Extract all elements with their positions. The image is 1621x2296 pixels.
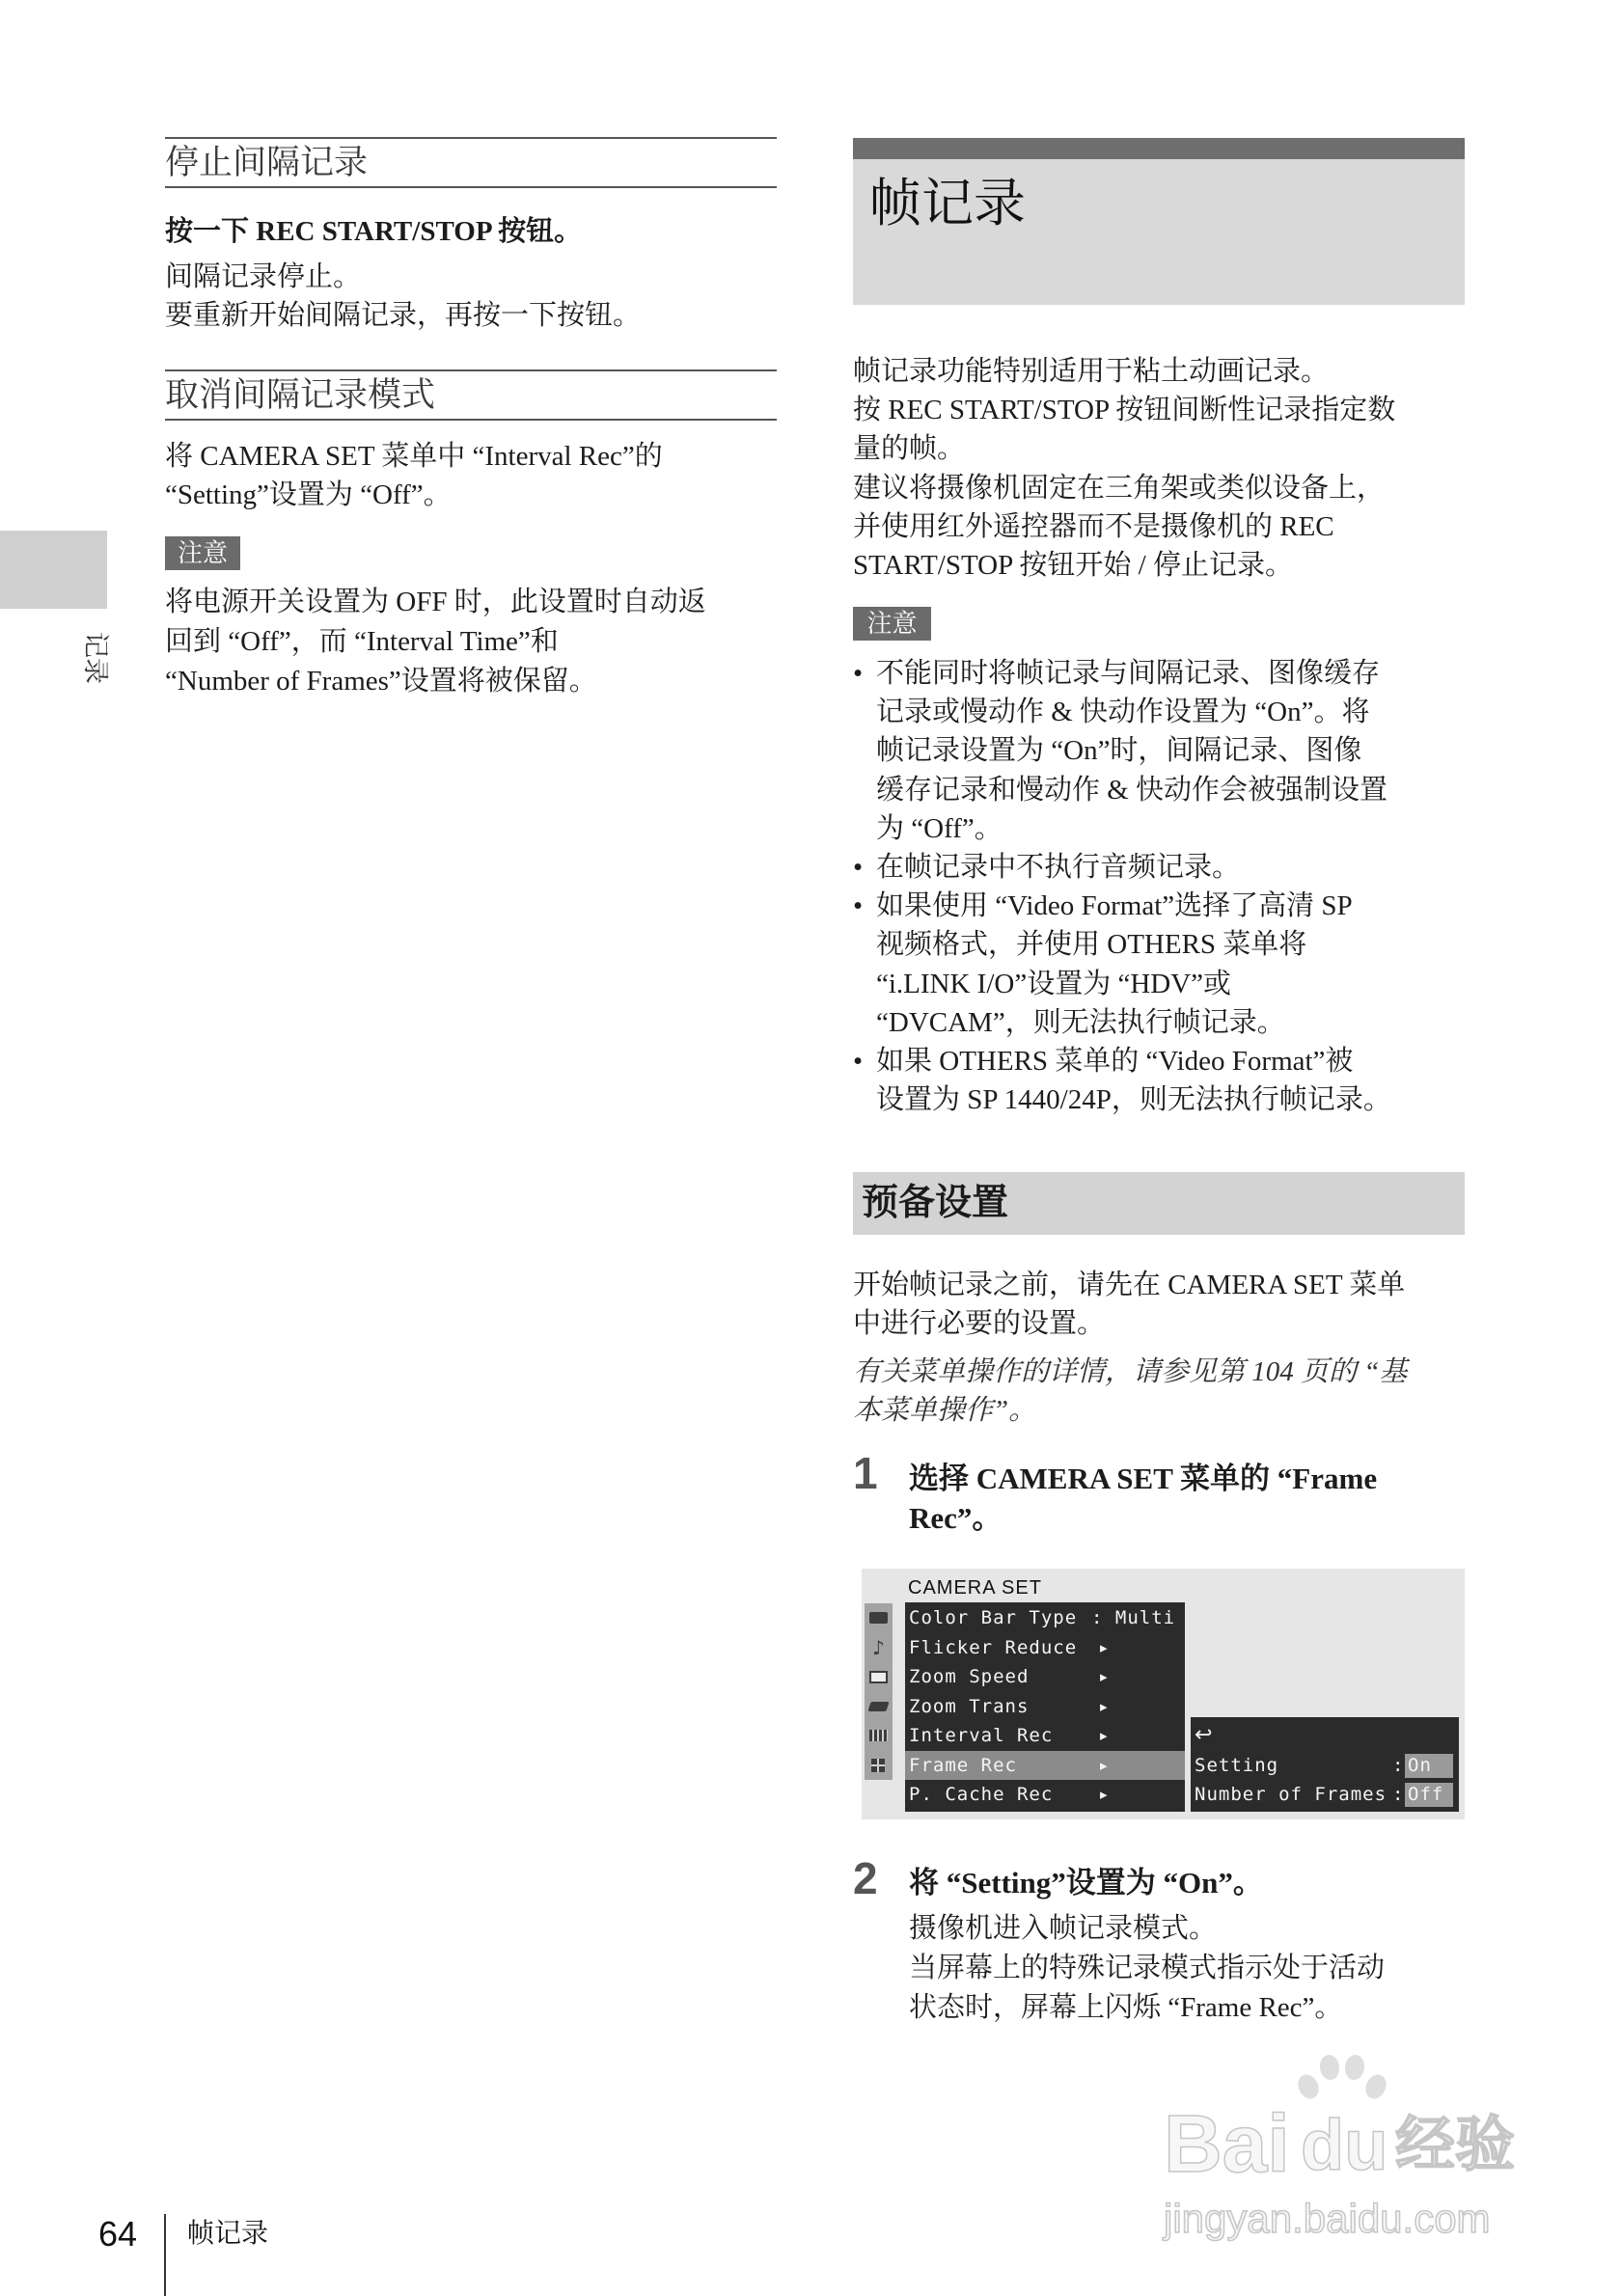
text-line: 为 “Off”。 bbox=[876, 812, 1003, 844]
footer-divider bbox=[164, 2214, 166, 2296]
text-line: 当屏幕上的特殊记录模式指示处于活动 bbox=[909, 1953, 1386, 1983]
note-item bbox=[876, 1042, 1391, 1119]
submenu-label: Setting bbox=[1195, 1754, 1279, 1776]
tape-icon bbox=[865, 1692, 893, 1722]
page-title: 帧记录 bbox=[869, 175, 1026, 232]
stop-instruction-block bbox=[165, 212, 582, 251]
step-number: 1 bbox=[853, 1448, 878, 1498]
notes-list bbox=[876, 654, 1391, 1119]
text-line: 量的帧。 bbox=[853, 433, 966, 465]
text-line: 本菜单操作”。 bbox=[853, 1395, 1037, 1426]
video-icon bbox=[865, 1662, 893, 1692]
text-line: 帧记录设置为 “On”时，间隔记录、图像 bbox=[876, 735, 1362, 767]
others-icon bbox=[865, 1751, 893, 1781]
submenu-arrow-icon: ▸ bbox=[1100, 1786, 1109, 1803]
text-line: “Number of Frames”设置将被保留。 bbox=[165, 666, 597, 697]
text-line: 设置为 SP 1440/24P，则无法执行帧记录。 bbox=[876, 1084, 1391, 1116]
submenu-row bbox=[1191, 1780, 1459, 1810]
menu-title: CAMERA SET bbox=[908, 1577, 1042, 1599]
text-line: 记录或慢动作 & 快动作设置为 “On”。将 bbox=[876, 697, 1370, 728]
note-label: 注意 bbox=[165, 536, 240, 570]
text-line: 要重新开始间隔记录，再按一下按钮。 bbox=[165, 300, 642, 331]
text-line: 状态时，屏幕上闪烁 “Frame Rec”。 bbox=[909, 1992, 1343, 2023]
text-line: 开始帧记录之前，请先在 CAMERA SET 菜单 bbox=[853, 1270, 1406, 1300]
text-line: 视频格式，并使用 OTHERS 菜单将 bbox=[876, 929, 1307, 961]
paw-toe bbox=[1318, 2054, 1340, 2082]
watermark-du: du bbox=[1301, 2105, 1388, 2185]
side-tab bbox=[0, 531, 107, 609]
text-line: 中进行必要的设置。 bbox=[853, 1308, 1106, 1339]
section-heading-preparation bbox=[853, 1172, 1465, 1235]
menu-item-value: : Multi bbox=[1091, 1607, 1176, 1628]
paw-toe bbox=[1343, 2054, 1365, 2082]
stop-instruction: 按一下 REC START/STOP 按钮。 bbox=[165, 216, 583, 247]
text-line: 并使用红外遥控器而不是摄像机的 REC bbox=[853, 510, 1334, 542]
submenu-arrow-icon: ▸ bbox=[1100, 1727, 1109, 1744]
text-line: “i.LINK I/O”设置为 “HDV”或 bbox=[876, 968, 1232, 999]
audio-icon bbox=[865, 1633, 893, 1663]
submenu-separator: : bbox=[1392, 1754, 1405, 1776]
submenu-value: Off bbox=[1405, 1783, 1453, 1807]
text-line: 回到 “Off”，而 “Interval Time”和 bbox=[165, 626, 559, 657]
submenu-panel bbox=[1191, 1717, 1459, 1812]
menu-item-label: Color Bar Type bbox=[909, 1607, 1078, 1628]
menu-item bbox=[905, 1780, 1185, 1810]
timecode-icon bbox=[865, 1721, 893, 1751]
section-heading-stop-interval: 停止间隔记录 bbox=[165, 137, 777, 188]
menu-panel bbox=[905, 1602, 1185, 1812]
text-line: “DVCAM”，则无法执行帧记录。 bbox=[876, 1006, 1285, 1038]
submenu-arrow-icon: ▸ bbox=[1100, 1697, 1109, 1715]
step-title bbox=[909, 1459, 1377, 1538]
stop-text-block bbox=[165, 258, 641, 335]
menu-item-label: Zoom Speed bbox=[909, 1666, 1030, 1687]
side-tab-label: 记录 bbox=[81, 632, 110, 684]
section-heading-cancel-interval: 取消间隔记录模式 bbox=[165, 369, 777, 421]
note-item bbox=[876, 654, 1391, 848]
note-label: 注意 bbox=[853, 607, 931, 641]
submenu-arrow-icon: ▸ bbox=[1100, 1668, 1109, 1685]
cancel-note-block bbox=[165, 583, 706, 701]
text-line: 摄像机进入帧记录模式。 bbox=[909, 1913, 1218, 1944]
submenu-arrow-icon: ▸ bbox=[1100, 1756, 1109, 1774]
submenu-row bbox=[1191, 1751, 1459, 1781]
menu-icon-strip bbox=[865, 1603, 893, 1780]
footer-section-name: 帧记录 bbox=[187, 2219, 269, 2249]
menu-item bbox=[905, 1603, 1185, 1633]
text-line: Rec”。 bbox=[909, 1501, 1003, 1535]
text-line: 选择 CAMERA SET 菜单的 “Frame bbox=[909, 1462, 1378, 1495]
text-line: • 如果使用 “Video Format”选择了高清 SP bbox=[876, 890, 1353, 922]
menu-item-label: P. Cache Rec bbox=[909, 1784, 1054, 1805]
text-line: 将 CAMERA SET 菜单中 “Interval Rec”的 bbox=[165, 441, 663, 472]
reference-note bbox=[853, 1353, 1407, 1430]
text-line: START/STOP 按钮开始 / 停止记录。 bbox=[853, 550, 1293, 582]
title-bar bbox=[853, 138, 1465, 159]
text-line: 缓存记录和慢动作 & 快动作会被强制设置 bbox=[876, 774, 1388, 806]
text-line: 按 REC START/STOP 按钮间断性记录指定数 bbox=[853, 395, 1396, 426]
step-number: 2 bbox=[853, 1853, 878, 1903]
text-line: 帧记录功能特别适用于粘土动画记录。 bbox=[853, 356, 1330, 387]
cancel-text-block bbox=[165, 437, 663, 514]
step-title bbox=[909, 1864, 1263, 1902]
menu-item-selected bbox=[905, 1751, 1185, 1781]
camera-set-menu-screenshot bbox=[862, 1569, 1465, 1819]
submenu-separator: : bbox=[1392, 1784, 1405, 1805]
text-line: 建议将摄像机固定在三角架或类似设备上， bbox=[853, 472, 1386, 504]
note-item bbox=[876, 848, 1391, 887]
intro-block bbox=[853, 352, 1395, 585]
text-line: 有关菜单操作的详情，请参见第 104 页的 “基 bbox=[853, 1356, 1408, 1387]
submenu-arrow-icon: ▸ bbox=[1100, 1638, 1109, 1656]
camera-icon bbox=[865, 1603, 893, 1633]
submenu-value: On bbox=[1405, 1754, 1453, 1778]
watermark-jingyan: 经验 bbox=[1395, 2112, 1516, 2178]
menu-item bbox=[905, 1662, 1185, 1692]
text-line: 将电源开关设置为 OFF 时，此设置时自动返 bbox=[165, 587, 706, 617]
menu-item bbox=[905, 1692, 1185, 1722]
watermark-bai: Bai bbox=[1164, 2098, 1290, 2189]
submenu-label: Number of Frames bbox=[1195, 1784, 1387, 1805]
menu-item-label: Interval Rec bbox=[909, 1725, 1054, 1746]
text-line: 将 “Setting”设置为 “On”。 bbox=[909, 1866, 1263, 1900]
menu-item bbox=[905, 1721, 1185, 1751]
menu-item-label: Flicker Reduce bbox=[909, 1636, 1078, 1658]
submenu-back-row bbox=[1191, 1721, 1459, 1751]
prep-text-block bbox=[853, 1266, 1405, 1343]
menu-item bbox=[905, 1633, 1185, 1663]
watermark-url: jingyan.baidu.com bbox=[1164, 2196, 1491, 2241]
paw-toe bbox=[1361, 2071, 1389, 2102]
page-number: 64 bbox=[98, 2214, 138, 2254]
text-line: “Setting”设置为 “Off”。 bbox=[165, 479, 452, 510]
step-body bbox=[909, 1909, 1385, 2028]
paw-toe bbox=[1294, 2071, 1322, 2102]
menu-item-label: Zoom Trans bbox=[909, 1695, 1030, 1717]
text-line: • 如果 OTHERS 菜单的 “Video Format”被 bbox=[876, 1046, 1354, 1078]
section-heading-text: 预备设置 bbox=[862, 1183, 1009, 1223]
return-icon: ↩ bbox=[1195, 1723, 1214, 1747]
text-line: 间隔记录停止。 bbox=[165, 261, 362, 292]
text-line: • 不能同时将帧记录与间隔记录、图像缓存 bbox=[876, 658, 1381, 689]
note-item bbox=[876, 887, 1391, 1042]
text-line: • 在帧记录中不执行音频记录。 bbox=[876, 852, 1241, 884]
menu-item-label: Frame Rec bbox=[909, 1754, 1017, 1776]
